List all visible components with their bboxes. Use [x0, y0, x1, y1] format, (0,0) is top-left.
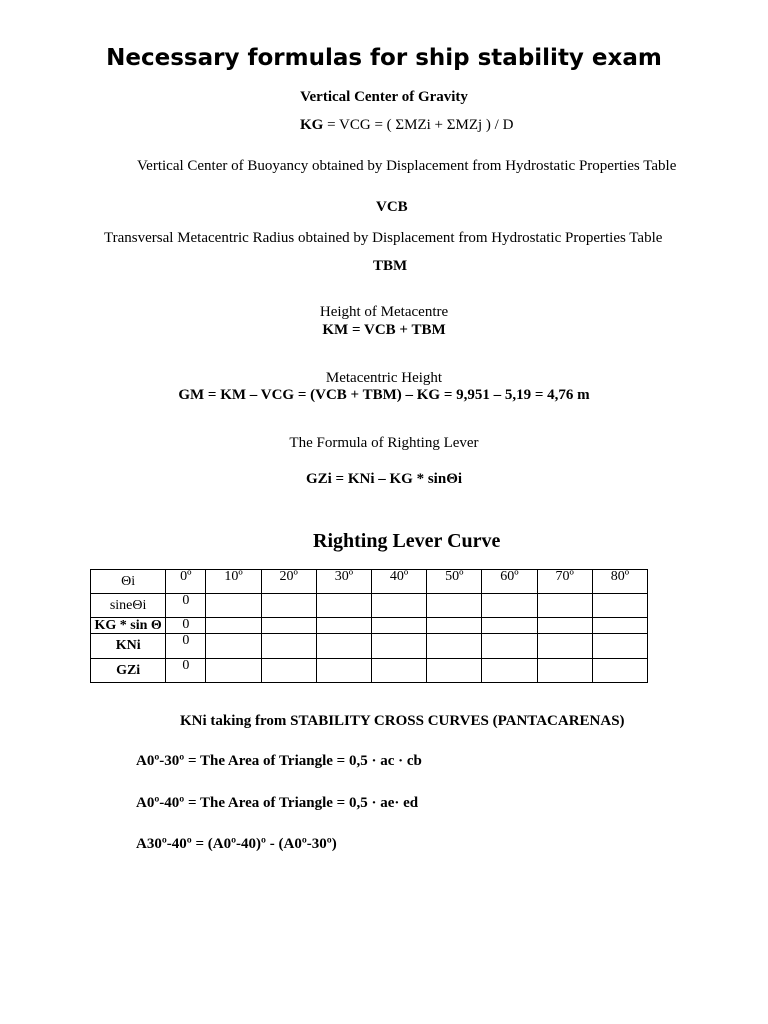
area-formula-1: A0º-30º = The Area of Triangle = 0,5 · ac · cb [136, 753, 422, 769]
gm-heading: Metacentric Height [325, 370, 443, 386]
row-label-gz-sub: i [136, 662, 141, 678]
vcb-label: VCB [376, 199, 408, 215]
row-label-gz: GZ [116, 662, 137, 678]
gm-formula: GM = KM – VCG = (VCB + TBM) – KG = 9,951 – 5,19 = 4,76 m [178, 387, 590, 403]
vcb-description: Vertical Center of Buoyancy obtained by Displacement from Hydrostatic Properties Table [137, 158, 677, 174]
angle-cell: 60º [482, 570, 537, 594]
tbm-description: Transversal Metacentric Radius obtained by Displacement from Hydrostatic Properties Table [104, 230, 663, 246]
area-formula-2: A0º-40º = The Area of Triangle = 0,5 · ae· ed [136, 795, 419, 811]
gz-formula: GZi = KNi – KG * sinΘi [305, 471, 463, 487]
table-row-kni [91, 634, 648, 659]
area-formula-3: A30º-40º = (A0º-40)º - (A0º-30º) [136, 836, 337, 852]
angle-cell: 40º [371, 570, 426, 594]
vcg-formula-kg: KG [300, 117, 324, 133]
cell-value: 0 [166, 618, 206, 634]
row-label-kni: KNi [91, 634, 166, 659]
table-row-gzi [91, 659, 648, 683]
angle-cell: 50º [427, 570, 482, 594]
vcg-heading: Vertical Center of Gravity [300, 89, 468, 105]
gz-heading: The Formula of Righting Lever [289, 435, 479, 451]
table-header-row [91, 570, 648, 594]
vcg-formula-rest: = VCG = ( ΣMZi + ΣMZj ) / D [323, 117, 514, 133]
row-label-sine: sineΘi [91, 594, 166, 618]
km-heading: Height of Metacentre [319, 304, 449, 320]
angle-cell: 10º [206, 570, 261, 594]
angle-cell: 30º [316, 570, 371, 594]
angle-cell: 70º [537, 570, 592, 594]
row-label-kg-sin: KG * sin Θ [91, 618, 166, 634]
cell-value: 0 [166, 594, 206, 618]
tbm-label: TBM [373, 258, 408, 274]
table-row-kg-sin [91, 618, 648, 634]
righting-lever-table [90, 569, 648, 683]
table-title: Righting Lever Curve [313, 530, 501, 552]
angle-cell: 20º [261, 570, 316, 594]
header-theta: Θi [91, 570, 166, 594]
vcg-formula [300, 117, 513, 134]
table-row-sine [91, 594, 648, 618]
cell-value: 0 [166, 659, 206, 683]
page-title: Necessary formulas for ship stability exam [106, 45, 662, 71]
kni-source-note: KNi taking from STABILITY CROSS CURVES (PANTACARENAS) [180, 713, 625, 729]
cell-value: 0 [166, 634, 206, 659]
row-label-gzi [91, 659, 166, 683]
angle-cell: 80º [592, 570, 647, 594]
km-formula: KM = VCB + TBM [322, 322, 446, 338]
angle-cell: 0º [166, 570, 206, 594]
